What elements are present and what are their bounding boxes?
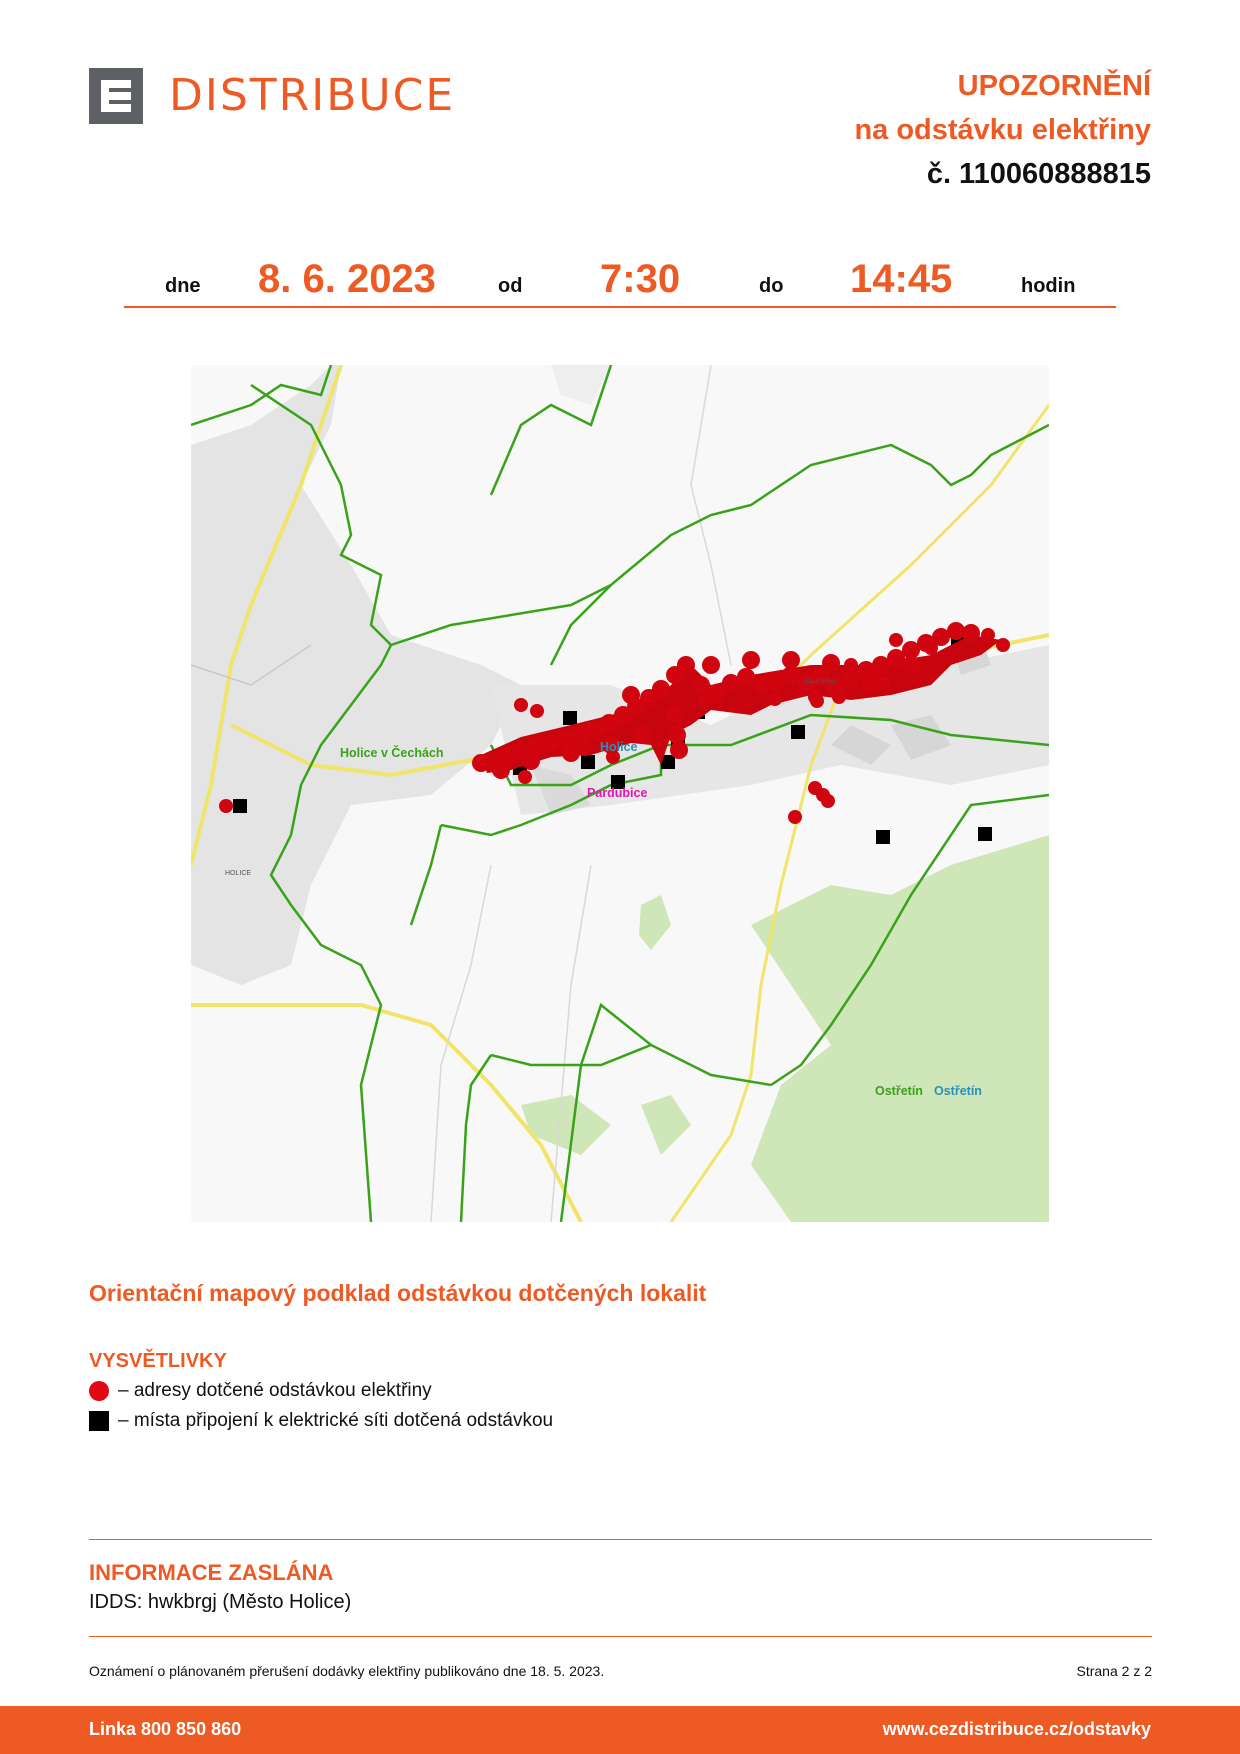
cez-logo-icon: [89, 68, 143, 124]
outage-date: 8. 6. 2023: [258, 257, 436, 301]
map-caption: Orientační mapový podklad odstávkou dotčených lokalit: [89, 1280, 707, 1306]
label-ostretin-district: Ostřetín: [934, 1084, 982, 1098]
outage-dateline: [124, 250, 1116, 308]
outage-map: [191, 365, 1049, 1222]
legend-addresses-label: – adresy dotčené odstávkou elektřiny: [118, 1380, 432, 1401]
red-dot-icon: [89, 1381, 109, 1401]
label-holice-small: HOLICE: [225, 870, 252, 877]
footer-url-link[interactable]: www.cezdistribuce.cz/odstavky: [882, 1719, 1151, 1739]
legend-addresses: [89, 1380, 432, 1402]
footer-phone: Linka 800 850 860: [89, 1719, 242, 1739]
info-recipient: IDDS: hwkbrgj (Město Holice): [89, 1591, 352, 1613]
notice-number: č. 110060888815: [926, 158, 1151, 190]
notice-title: UPOZORNĚNÍ: [957, 70, 1151, 102]
dne-label: dne: [165, 275, 201, 297]
label-ostretin-municipality: Ostřetín: [875, 1084, 923, 1098]
info-title: INFORMACE ZASLÁNA: [89, 1560, 334, 1585]
label-pardubice: Pardubice: [587, 786, 648, 800]
publication-note: Oznámení o plánovaném přerušení dodávky elektřiny publikováno dne 18. 5. 2023.: [89, 1663, 605, 1679]
brand-name: DISTRIBUCE: [169, 70, 456, 121]
notice-subtitle: na odstávku elektřiny: [854, 114, 1151, 146]
page-number: Strana 2 z 2: [1076, 1663, 1152, 1679]
divider-bottom: [89, 1636, 1152, 1637]
legend-title: VYSVĚTLIVKY: [89, 1350, 227, 1372]
outage-to-time: 14:45: [850, 257, 953, 301]
hodin-label: hodin: [1021, 275, 1076, 297]
do-label: do: [759, 275, 784, 297]
black-square-icon: [89, 1411, 109, 1431]
outage-from-time: 7:30: [600, 257, 681, 301]
legend-connections: [89, 1410, 553, 1432]
brand-logo: [89, 68, 455, 124]
label-holice: Holice: [600, 740, 638, 754]
divider-top: [89, 1539, 1152, 1540]
footer-bar: [0, 1706, 1240, 1754]
notice-header: [854, 64, 1151, 196]
label-stara-holice: Stará Holice: [804, 679, 837, 685]
od-label: od: [498, 275, 523, 297]
legend-connections-label: – místa připojení k elektrické síti dotčená odstávkou: [118, 1410, 554, 1431]
label-holice-v-cechach: Holice v Čechách: [340, 746, 444, 760]
